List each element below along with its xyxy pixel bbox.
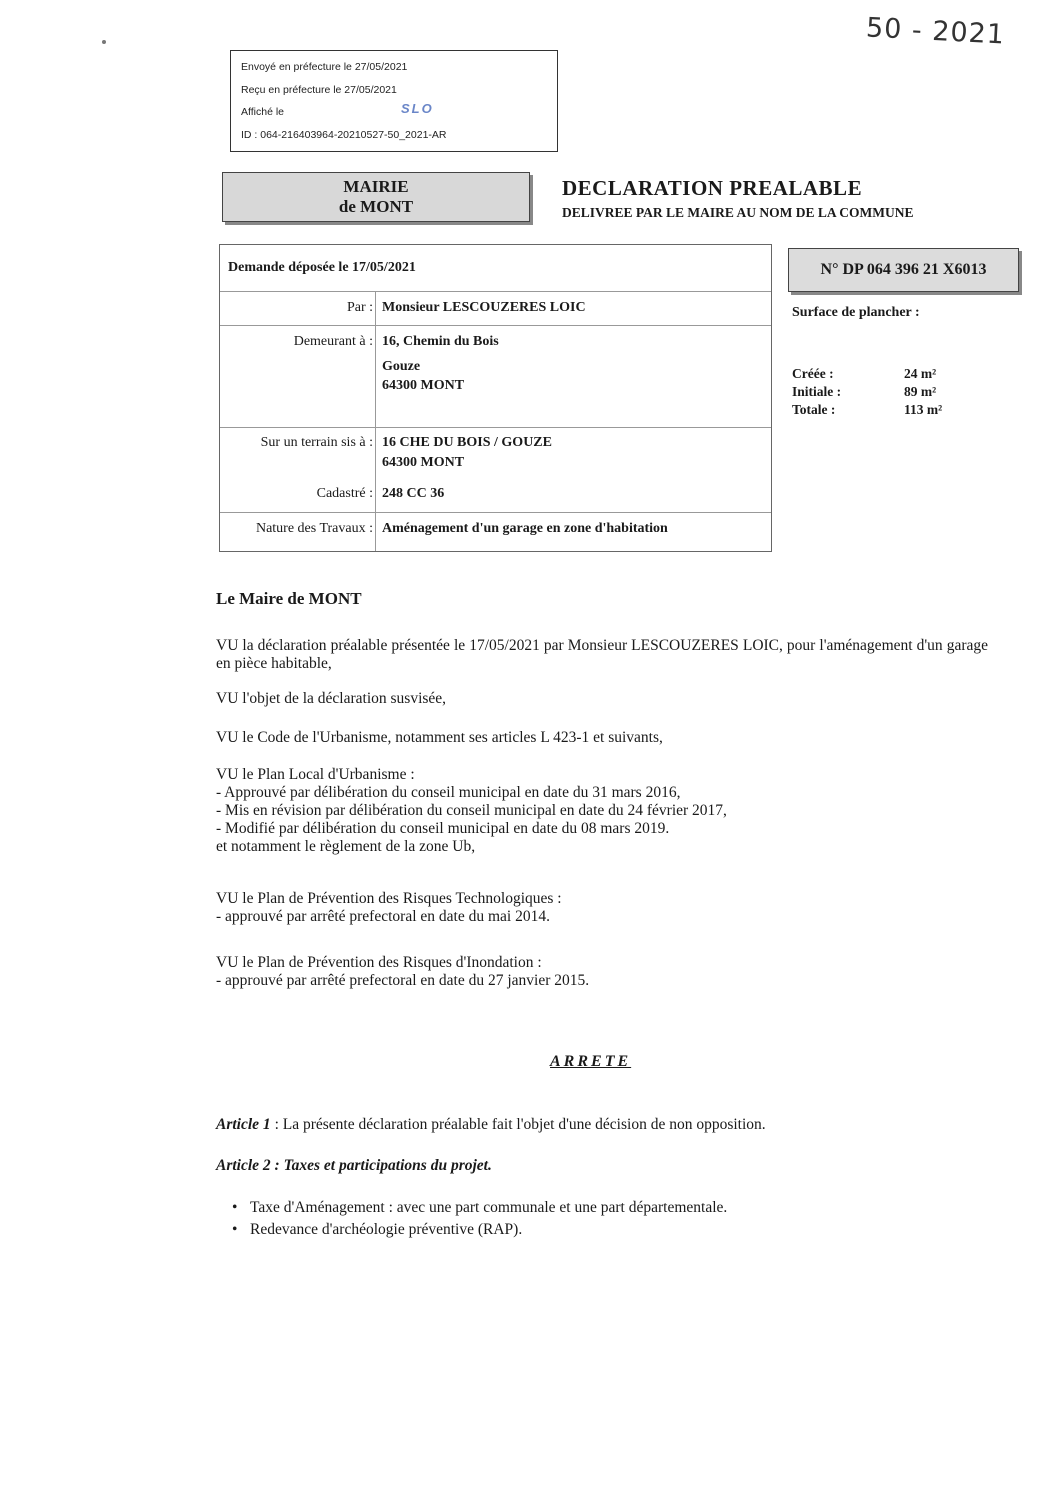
bullet-icon: •	[232, 1221, 238, 1238]
terrain-row	[220, 427, 771, 513]
mairie-line2: de MONT	[338, 197, 414, 216]
surface-totale-value: 113 m²	[904, 402, 943, 417]
declaration-subtitle: DELIVREE PAR LE MAIRE AU NOM DE LA COMMUNE	[562, 205, 914, 220]
prefecture-stamp	[230, 50, 558, 152]
terrain-line2: 64300 MONT	[382, 455, 465, 470]
par-row	[220, 291, 771, 326]
surface-creee-value: 24 m²	[904, 366, 937, 381]
handwritten-reference: 50 - 2021	[865, 12, 1006, 51]
pprt-intro: VU le Plan de Prévention des Risques Technologiques :	[216, 890, 562, 907]
nature-row	[220, 512, 771, 550]
pprt-block	[216, 890, 988, 926]
nature-label: Nature des Travaux :	[255, 521, 373, 536]
bullet-icon: •	[232, 1199, 238, 1216]
arrete-heading: ARRETE	[550, 1053, 632, 1070]
pprt-approved: - approuvé par arrêté prefectoral en date du mai 2014.	[216, 908, 550, 925]
surface-totale-label: Totale :	[792, 402, 836, 417]
mairie-box	[222, 172, 530, 222]
tax-item-2: Redevance d'archéologie préventive (RAP).	[250, 1221, 523, 1238]
article-2-heading: Article 2 : Taxes et participations du projet.	[216, 1157, 492, 1174]
cadastre-value: 248 CC 36	[382, 486, 445, 501]
demande-date: Demande déposée le 17/05/2021	[228, 260, 416, 275]
nature-value: Aménagement d'un garage en zone d'habitation	[382, 521, 668, 536]
cadastre-label: Cadastré :	[316, 486, 373, 501]
mairie-line1: MAIRIE	[343, 177, 409, 196]
request-details-table	[219, 244, 772, 552]
address-line2: Gouze	[382, 359, 421, 374]
maire-heading: Le Maire de MONT	[216, 589, 362, 608]
stamp-id-line: ID : 064-216403964-20210527-50_2021-AR	[241, 129, 447, 141]
applicant-name: Monsieur LESCOUZERES LOIC	[382, 300, 586, 315]
tax-item-1: Taxe d'Aménagement : avec une part communale et une part départementale.	[250, 1199, 728, 1216]
list-item	[232, 1199, 1004, 1217]
demande-row	[220, 245, 771, 292]
surface-creee-label: Créée :	[792, 366, 834, 381]
article-1	[216, 1116, 988, 1134]
ppri-approved: - approuvé par arrêté prefectoral en date du 27 janvier 2015.	[216, 972, 590, 989]
vu-objet: VU l'objet de la déclaration susvisée,	[216, 690, 447, 707]
stamp-sent-line: Envoyé en préfecture le 27/05/2021	[241, 61, 408, 73]
ppri-block	[216, 954, 988, 990]
address-line3: 64300 MONT	[382, 378, 465, 393]
plu-approved: - Approuvé par délibération du conseil municipal en date du 31 mars 2016,	[216, 784, 681, 801]
plu-zone: et notamment le règlement de la zone Ub,	[216, 838, 476, 855]
surface-initiale-value: 89 m²	[904, 384, 937, 399]
plu-intro: VU le Plan Local d'Urbanisme :	[216, 766, 415, 783]
vu-code-urbanisme: VU le Code de l'Urbanisme, notamment ses articles L 423-1 et suivants,	[216, 729, 663, 746]
dp-number-box: N° DP 064 396 21 X6013	[788, 248, 1019, 292]
demeurant-label: Demeurant à :	[293, 334, 373, 349]
demeurant-row	[220, 325, 771, 428]
plu-block	[216, 766, 988, 856]
plu-revision: - Mis en révision par délibération du conseil municipal en date du 24 février 2017,	[216, 802, 727, 819]
scan-speck	[102, 40, 106, 44]
terrain-line1: 16 CHE DU BOIS / GOUZE	[382, 435, 552, 450]
stamp-posted-line: Affiché le	[241, 106, 284, 118]
tax-list	[232, 1199, 1004, 1243]
list-item	[232, 1221, 1004, 1239]
article-1-label: Article 1	[216, 1116, 271, 1133]
par-label: Par :	[346, 300, 373, 315]
surface-initiale-label: Initiale :	[792, 384, 842, 399]
stamp-received-line: Reçu en préfecture le 27/05/2021	[241, 84, 397, 96]
ppri-intro: VU le Plan de Prévention des Risques d'Inondation :	[216, 954, 542, 971]
terrain-label: Sur un terrain sis à :	[260, 435, 373, 450]
surface-title: Surface de plancher :	[792, 305, 920, 320]
declaration-title: DECLARATION PREALABLE	[562, 176, 863, 200]
vu-declaration: VU la déclaration préalable présentée le 17/05/2021 par Monsieur LESCOUZERES LOIC, pour l'aménagement d'un garage en pièce habitable,	[216, 637, 988, 672]
address-line1: 16, Chemin du Bois	[382, 334, 499, 349]
stamp-logo: SLO	[401, 101, 434, 116]
plu-modified: - Modifié par délibération du conseil municipal en date du 08 mars 2019.	[216, 820, 670, 837]
article-1-text: : La présente déclaration préalable fait l'objet d'une décision de non opposition.	[270, 1116, 766, 1133]
